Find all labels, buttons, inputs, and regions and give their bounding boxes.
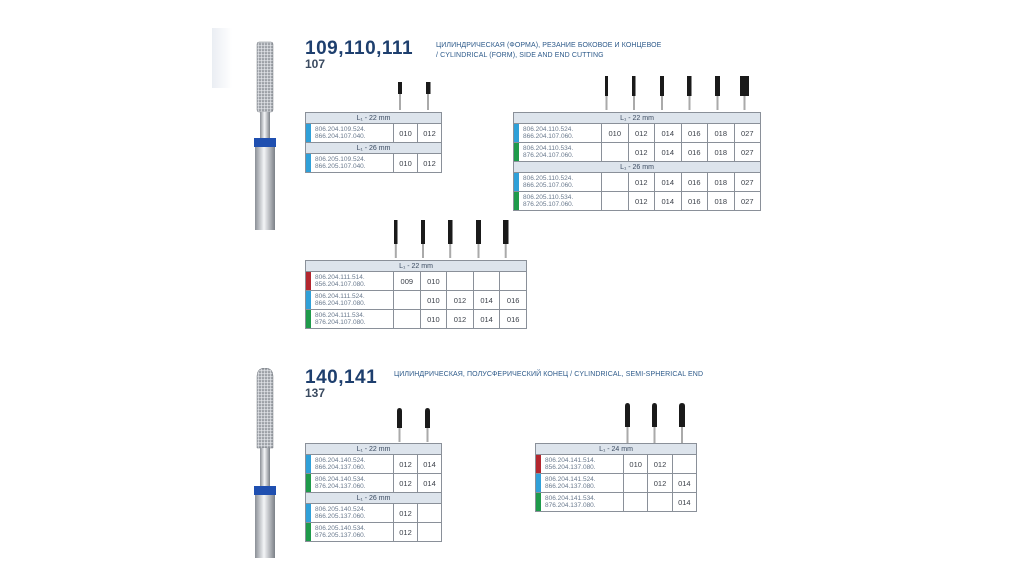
table-c-bur-icons [388,220,528,260]
table-a [305,112,442,173]
table-e-bur-icons [620,403,690,445]
length-header: L₁ - 26 mm [306,493,442,504]
section2-subcode: 137 [305,386,326,400]
page-edge-shadow [212,28,232,88]
diamond-bur-cylindrical-image [250,40,280,230]
length-header: L₁ - 26 mm [514,162,761,173]
table-d [305,443,442,542]
table-row: 806.204.141.514. 856.204.137.080. 010 012 [536,455,697,474]
table-a-bur-icons [392,82,442,112]
length-header: L₁ - 22 mm [306,261,527,272]
table-row: 806.204.140.524. 866.204.137.060. 012 014 [306,455,442,474]
table-row: 806.204.110.524. 866.204.107.060. 010 012 014 016 018 027 [514,124,761,143]
table-b-bur-icons [597,76,757,112]
section2-desc: ЦИЛИНДРИЧЕСКАЯ, ПОЛУСФЕРИЧЕСКИЙ КОНЕЦ / CYLINDRICAL, SEMI-SPHERICAL END [394,371,704,378]
table-b [513,112,761,211]
table-row: 806.204.109.524. 866.204.107.040. 010 012 [306,124,442,143]
length-header: L₁ - 22 mm [306,113,442,124]
table-row: 806.205.140.534. 876.205.137.060. 012 [306,523,442,542]
section1-desc-en: / CYLINDRICAL (FORM), SIDE AND END CUTTING [436,52,604,59]
section2-heading [305,368,377,399]
section2-description [394,370,703,380]
section1-codes: 109,110,111 [305,38,414,59]
diamond-bur-semi-spherical-image [250,368,280,558]
table-row: 806.204.110.534. 876.204.107.060. 012 014 016 018 027 [514,143,761,162]
table-row: 806.205.140.524. 866.205.137.060. 012 [306,504,442,523]
table-row: 806.205.109.524. 866.205.107.040. 010 012 [306,154,442,173]
section1-heading [305,39,413,70]
table-row: 806.204.111.524. 866.204.107.080. 010 012 014 016 [306,291,527,310]
table-row: 806.204.140.534. 876.204.137.060. 012 014 [306,474,442,493]
table-row: 806.205.110.534. 876.205.107.060. 012 014 016 018 027 [514,192,761,211]
section1-desc-ru: ЦИЛИНДРИЧЕСКАЯ (ФОРМА), РЕЗАНИЕ БОКОВОЕ И КОНЦЕВОЕ [436,42,662,49]
table-e [535,443,697,512]
table-c [305,260,527,329]
section1-subcode: 107 [305,57,326,71]
length-header: L₁ - 22 mm [306,444,442,455]
table-row: 806.204.141.534. 876.204.137.080. 014 [536,493,697,512]
length-header: L₁ - 22 mm [514,113,761,124]
table-row: 806.204.141.524. 866.204.137.080. 012 014 [536,474,697,493]
length-header: L₁ - 26 mm [306,143,442,154]
section2-codes: 140,141 [305,367,378,388]
table-d-bur-icons [392,408,442,444]
table-row: 806.205.110.524. 866.205.107.060. 012 014 016 018 027 [514,173,761,192]
length-header: L₁ - 24 mm [536,444,697,455]
table-row: 806.204.111.514. 856.204.107.080. 009 010 [306,272,527,291]
table-row: 806.204.111.534. 876.204.107.080. 010 012 014 016 [306,310,527,329]
section1-description [436,41,661,61]
